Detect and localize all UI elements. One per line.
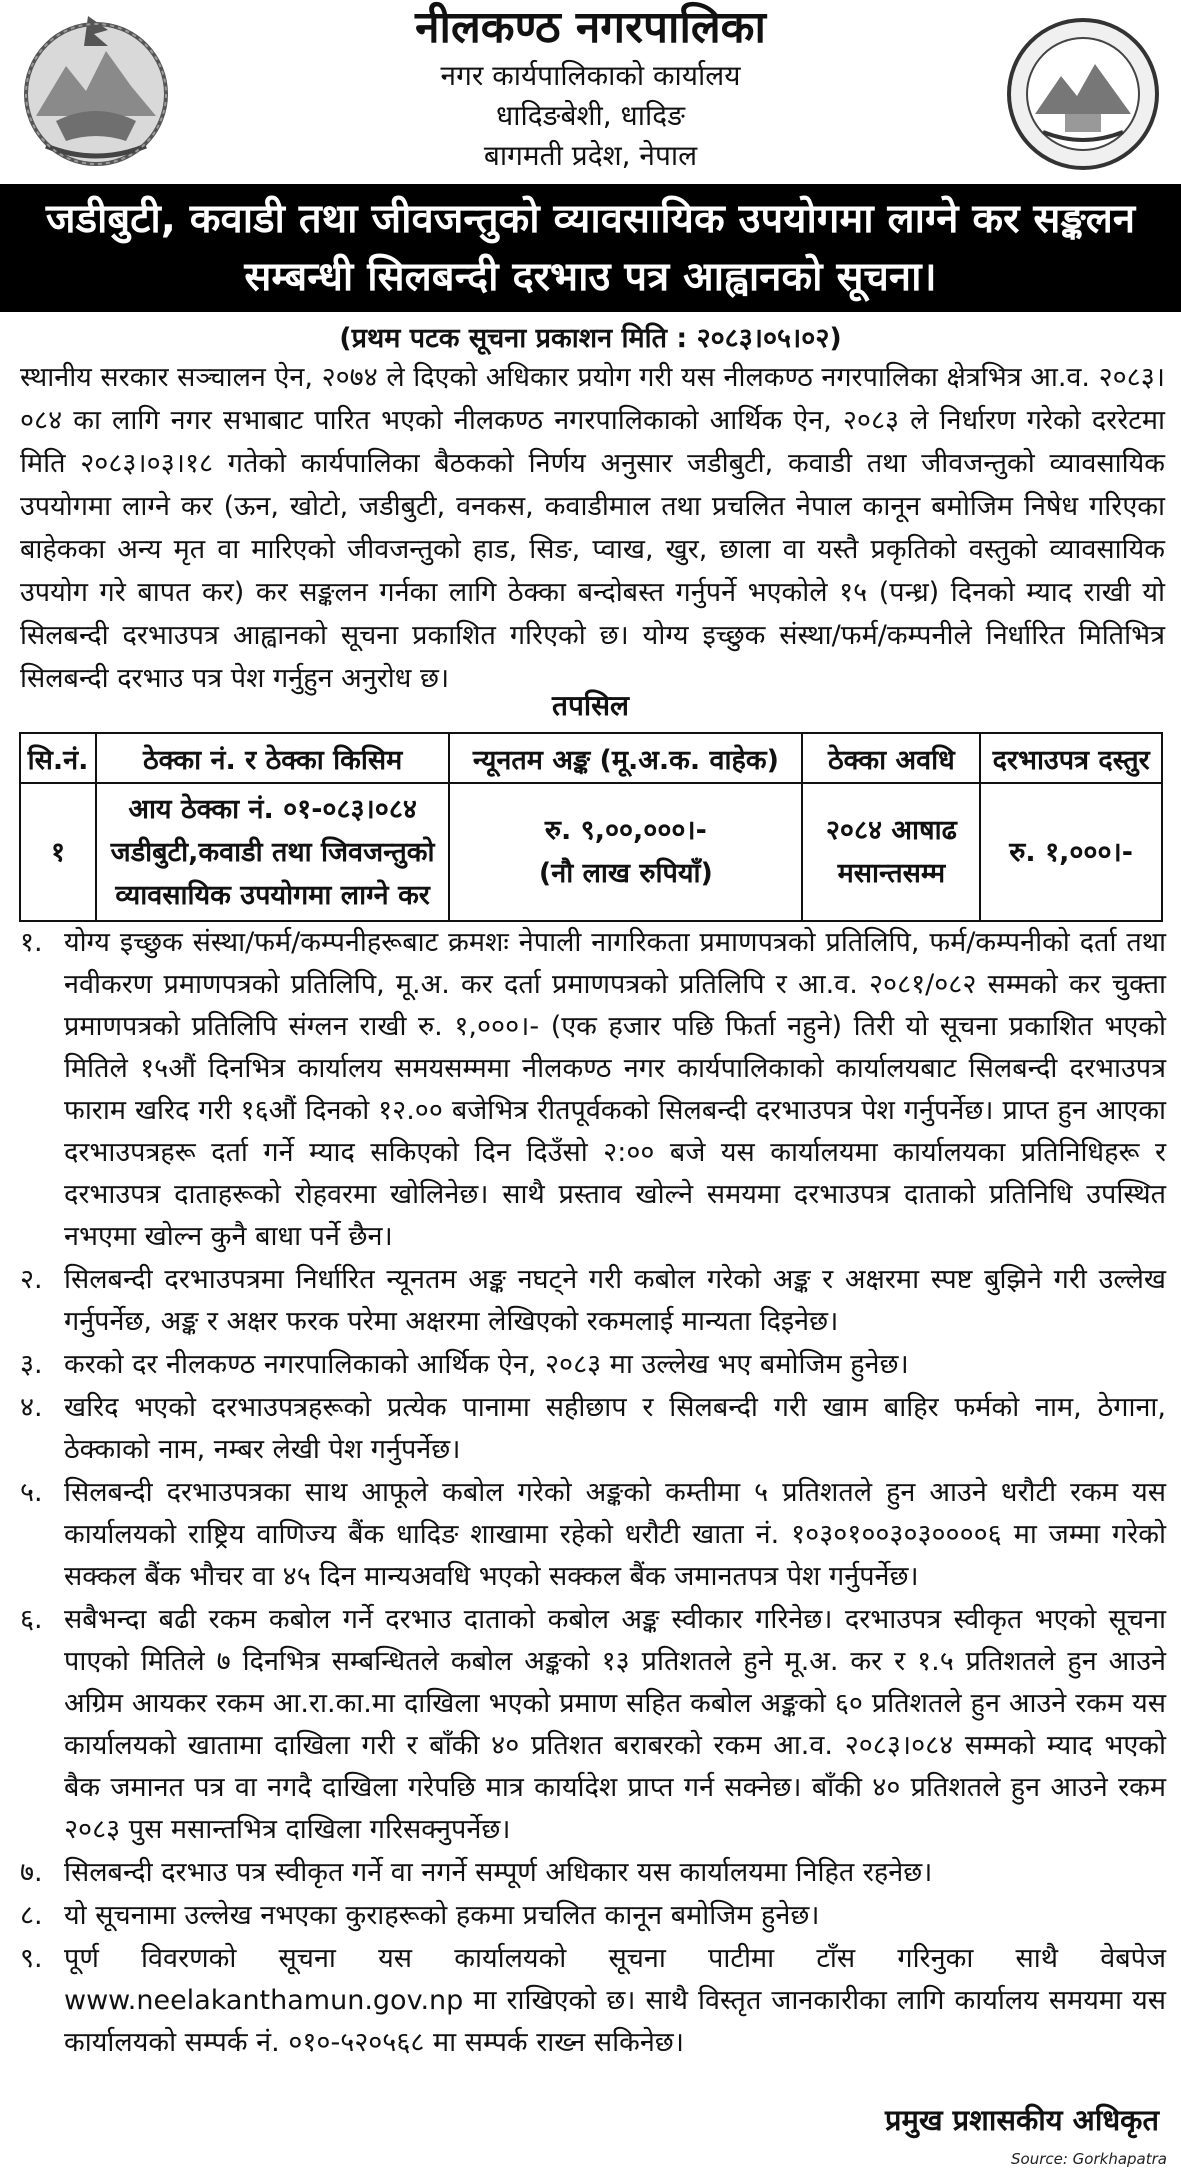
table-row bbox=[20, 783, 1162, 921]
item-number: ९. bbox=[20, 1943, 43, 1974]
cell-fee: रु. १,०००।- bbox=[980, 783, 1162, 921]
item-number: ८. bbox=[20, 1900, 43, 1931]
item-number: १. bbox=[20, 927, 43, 958]
notice-title-line-2: सम्बन्धी सिलबन्दी दरभाउ पत्र आह्वानको सूचना। bbox=[244, 254, 937, 300]
municipality-logo-icon bbox=[1003, 14, 1163, 174]
item-number: ३. bbox=[20, 1349, 43, 1380]
header-contract: ठेक्का नं. र ठेक्का किसिम bbox=[96, 733, 449, 783]
list-item bbox=[16, 1344, 1166, 1386]
header-fee: दरभाउपत्र दस्तुर bbox=[980, 733, 1162, 783]
publication-date: (प्रथम पटक सूचना प्रकाशन मिति : २०८३।०५।०२) bbox=[339, 323, 842, 354]
contract-type-line-1: जडीबुटी,कवाडी तथा जिवजन्तुको bbox=[110, 836, 435, 868]
list-item bbox=[16, 1852, 1166, 1894]
item-number: २. bbox=[20, 1264, 43, 1295]
header-period: ठेक्का अवधि bbox=[802, 733, 980, 783]
item-number: ४. bbox=[20, 1392, 43, 1423]
period-line-2: मसान्तसम्म bbox=[837, 858, 946, 889]
list-item bbox=[16, 1387, 1166, 1471]
contract-table bbox=[19, 732, 1163, 922]
notice-title-line-1: जडीबुटी, कवाडी तथा जीवजन्तुको व्यावसायिक उपयोगमा लाग्ने कर सङ्कलन bbox=[45, 196, 1136, 242]
item-text: सबैभन्दा बढी रकम कबोल गर्ने दरभाउ दाताको कबोल अङ्क स्वीकार गरिनेछ। दरभाउपत्र स्वीकृत भएको सूचना पाएको मितिले ७ दिनभित्र सम्बन्धितले कबोल अङ्कको १३ प्रतिशतले हुने मू.अ. कर र १.५ प्रतिशतले हुन आउने अग्रिम आयकर रकम आ.रा.का.मा दाखिला भएको प्रमाण सहित कबोल अङ्कको ६० प्रतिशतले हुन आउने रकम यस कार्यालयको खातामा दाखिला गरी र बाँकी ४० प्रतिशत बराबरको रकम आ.व. २०८३।०८४ सम्मको म्याद भएको बैक जमानत पत्र वा नगदै दाखिला गरेपछि मात्र कार्यादेश प्राप्त गर्न सक्नेछ। बाँकी ४० प्रतिशतले हुन आउने रकम २०८३ पुस मसान्तभित्र दाखिला गरिसक्नुपर्नेछ। bbox=[64, 1604, 1166, 1845]
header-min-amount: न्यूनतम अङ्क (मू.अ.क. वाहेक) bbox=[449, 733, 802, 783]
list-item bbox=[16, 1895, 1166, 1937]
schedule-heading: तपसिल bbox=[551, 689, 630, 722]
notice-title-banner bbox=[0, 184, 1181, 312]
item-text: खरिद भएको दरभाउपत्रहरूको प्रत्येक पानामा सहीछाप र सिलबन्दी गरी खाम बाहिर फर्मको नाम, ठेगाना, ठेक्काको नाम, नम्बर लेखी पेश गर्नुपर्नेछ। bbox=[64, 1392, 1166, 1465]
list-item bbox=[16, 1938, 1166, 2064]
item-text: सिलबन्दी दरभाउ पत्र स्वीकृत गर्ने वा नगर्ने सम्पूर्ण अधिकार यस कार्यालयमा निहित रहनेछ। bbox=[64, 1857, 933, 1888]
office-province: बागमती प्रदेश, नेपाल bbox=[483, 139, 698, 172]
list-item bbox=[16, 1472, 1166, 1598]
header bbox=[0, 0, 1181, 183]
item-text: पूर्ण विवरणको सूचना यस कार्यालयको सूचना पाटीमा टाँस गरिनुका साथै वेबपेज www.neelakanthamun.gov.np मा राखिएको छ। साथै विस्तृत जानकारीका लागि कार्यालय समयमा यस कार्यालयको सम्पर्क नं. ०१०-५२०५६८ मा सम्पर्क राख्न सकिनेछ। bbox=[64, 1943, 1166, 2058]
contract-number: आय ठेक्का नं. ०१-०८३।०८४ bbox=[128, 793, 417, 825]
cell-period bbox=[802, 783, 980, 921]
list-item bbox=[16, 1259, 1166, 1343]
item-text: सिलबन्दी दरभाउपत्रमा निर्धारित न्यूनतम अङ्क नघट्ने गरी कबोल गरेको अङ्क र अक्षरमा स्पष्ट बुझिने गरी उल्लेख गर्नुपर्नेछ, अङ्क र अक्षर फरक परेमा अक्षरमा लेखिएको रकमलाई मान्यता दिइनेछ। bbox=[64, 1264, 1166, 1337]
org-name: नीलकण्ठ नगरपालिका bbox=[415, 2, 766, 53]
cell-contract bbox=[96, 783, 449, 921]
period-line-1: २०८४ आषाढ bbox=[825, 815, 957, 846]
min-amount-words: (नौ लाख रुपियाँ) bbox=[538, 858, 713, 889]
item-text: सिलबन्दी दरभाउपत्रका साथ आफूले कबोल गरेको अङ्कको कम्तीमा ५ प्रतिशतले हुन आउने धरौटी रकम यस कार्यालयको राष्ट्रिय वाणिज्य बैंक धादिङ शाखामा रहेको धरौटी खाता नं. १०३०१००३०३००००६ मा जम्मा गरेको सक्कल बैंक भौचर वा ४५ दिन मान्यअवधि भएको सक्कल बैंक जमानतपत्र पेश गर्नुपर्नेछ। bbox=[64, 1477, 1166, 1592]
item-text: योग्य इच्छुक संस्था/फर्म/कम्पनीहरूबाट क्रमशः नेपाली नागरिकता प्रमाणपत्रको प्रतिलिपि, फर्म/कम्पनीको दर्ता तथा नवीकरण प्रमाणपत्रको प्रतिलिपि, मू.अ. कर दर्ता प्रमाणपत्रको प्रतिलिपि र आ.व. २०८१/०८२ सम्मको कर चुक्ता प्रमाणपत्रको प्रतिलिपि संग्लन राखी रु. १,०००।- (एक हजार पछि फिर्ता नहुने) तिरी यो सूचना प्रकाशित भएको मितिले १५औं दिनभित्र कार्यालय समयसम्ममा नीलकण्ठ नगर कार्यपालिकाको कार्यालयबाट सिलबन्दी दरभाउपत्र फाराम खरिद गरी १६औं दिनको १२.०० बजेभित्र रीतपूर्वकको सिलबन्दी दरभाउपत्र पेश गर्नुपर्नेछ। प्राप्त हुन आएका दरभाउपत्रहरू दर्ता गर्ने म्याद सकिएको दिन दिउँसो २:०० बजे यस कार्यालयमा कार्यालयका प्रतिनिधिहरू र दरभाउपत्र दाताहरूको रोहवरमा खोलिनेछ। साथै प्रस्ताव खोल्ने समयमा दरभाउपत्र दाताको प्रतिनिधि उपस्थित नभएमा खोल्न कुनै बाधा पर्ने छैन। bbox=[64, 927, 1166, 1252]
item-text: यो सूचनामा उल्लेख नभएका कुराहरूको हकमा प्रचलित कानून बमोजिम हुनेछ। bbox=[64, 1900, 820, 1931]
conditions-list bbox=[16, 922, 1166, 2065]
office-location: धादिङबेशी, धादिङ bbox=[496, 99, 685, 132]
table-header-row bbox=[20, 733, 1162, 783]
item-number: ७. bbox=[20, 1857, 43, 1888]
min-amount-figure: रु. ९,००,०००।- bbox=[544, 815, 707, 846]
header-sn: सि.नं. bbox=[20, 733, 96, 783]
list-item bbox=[16, 1599, 1166, 1851]
signatory-title: प्रमुख प्रशासकीय अधिकृत bbox=[884, 2103, 1159, 2137]
cell-sn: १ bbox=[20, 783, 96, 921]
nepal-emblem-icon bbox=[16, 6, 176, 176]
office-name: नगर कार्यपालिकाको कार्यालय bbox=[440, 59, 741, 92]
cell-min-amount bbox=[449, 783, 802, 921]
source-credit: Source: Gorkhapatra bbox=[1011, 2150, 1167, 2168]
item-number: ६. bbox=[20, 1604, 43, 1635]
list-item bbox=[16, 922, 1166, 1258]
contract-type-line-2: व्यावसायिक उपयोगमा लाग्ने कर bbox=[115, 879, 430, 911]
item-number: ५. bbox=[20, 1477, 43, 1508]
item-text: करको दर नीलकण्ठ नगरपालिकाको आर्थिक ऐन, २०८३ मा उल्लेख भए बमोजिम हुनेछ। bbox=[64, 1349, 909, 1380]
intro-paragraph: स्थानीय सरकार सञ्चालन ऐन, २०७४ ले दिएको अधिकार प्रयोग गरी यस नीलकण्ठ नगरपालिका क्षेत्रभित्र आ.व. २०८३।०८४ का लागि नगर सभाबाट पारित भएको नीलकण्ठ नगरपालिकाको आर्थिक ऐन, २०८३ ले निर्धारण गरेको दररेटमा मिति २०८३।०३।१८ गतेको कार्यपालिका बैठकको निर्णय अनुसार जडीबुटी, कवाडी तथा जीवजन्तुको व्यावसायिक उपयोगमा लाग्ने कर (ऊन, खोटो, जडीबुटी, वनकस, कवाडीमाल तथा प्रचलित नेपाल कानून बमोजिम निषेध गरिएका बाहेकका अन्य मृत वा मारिएको जीवजन्तुको हाड, सिङ, प्वाख, खुर, छाला वा यस्तै प्रकृतिको वस्तुको व्यावसायिक उपयोग गरे बापत कर) कर सङ्कलन गर्नका लागि ठेक्का बन्दोबस्त गर्नुपर्ने भएकोले १५ (पन्ध्र) दिनको म्याद राखी यो सिलबन्दी दरभाउपत्र आह्वानको सूचना प्रकाशित गरिएको छ। योग्य इच्छुक संस्था/फर्म/कम्पनीले निर्धारित मितिभित्र सिलबन्दी दरभाउ पत्र पेश गर्नुहुन अनुरोध छ। bbox=[20, 362, 1165, 694]
